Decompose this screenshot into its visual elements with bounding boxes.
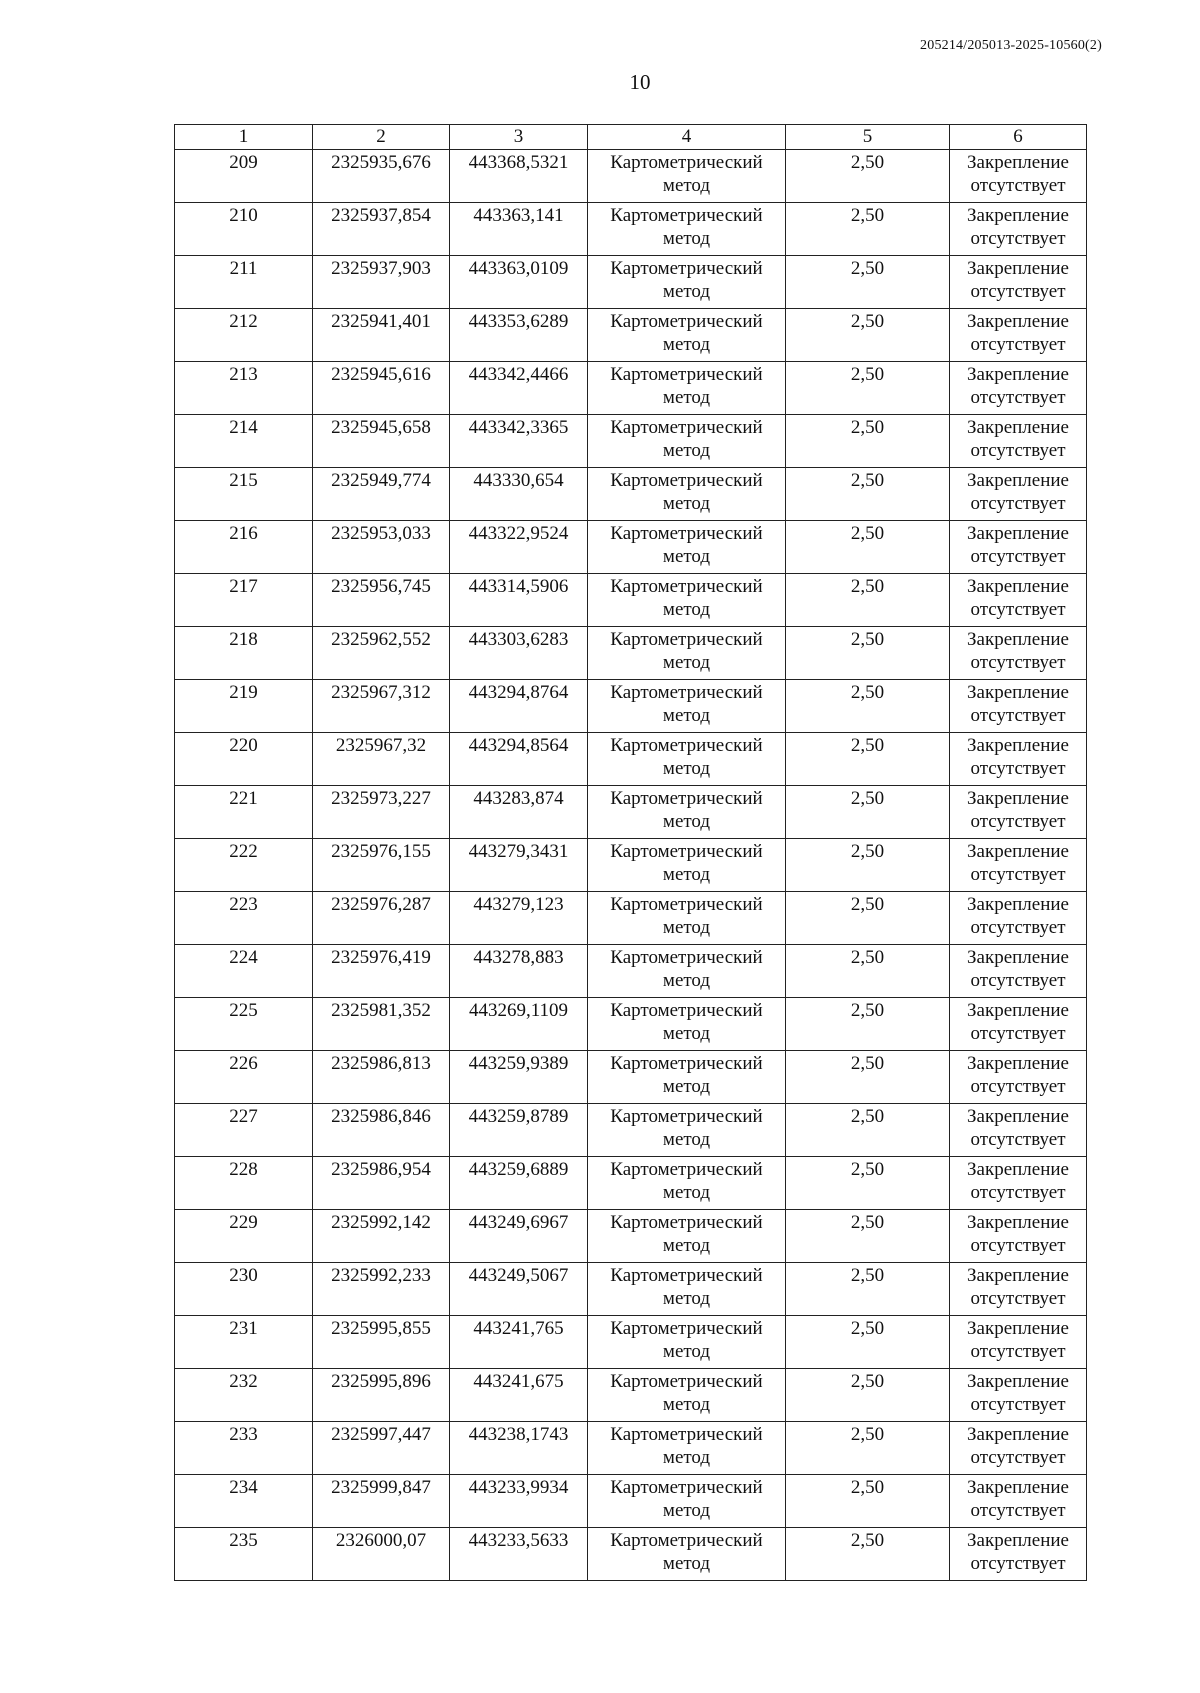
table-row (175, 415, 1087, 468)
fixing-cell: Закрепление отсутствует (950, 1263, 1087, 1316)
y-coordinate-cell: 443259,8789 (450, 1104, 588, 1157)
x-coordinate-cell: 2325967,32 (313, 733, 450, 786)
x-coordinate-cell: 2325956,745 (313, 574, 450, 627)
method-cell: Картометрический метод (588, 1528, 786, 1581)
x-coordinate-cell: 2325981,352 (313, 998, 450, 1051)
table-row (175, 1157, 1087, 1210)
table-row (175, 839, 1087, 892)
table-row (175, 1528, 1087, 1581)
y-coordinate-cell: 443314,5906 (450, 574, 588, 627)
x-coordinate-cell: 2325999,847 (313, 1475, 450, 1528)
accuracy-cell: 2,50 (786, 786, 950, 839)
header-row (175, 125, 1087, 150)
y-coordinate-cell: 443233,9934 (450, 1475, 588, 1528)
document-id: 205214/205013-2025-10560(2) (920, 38, 1102, 53)
method-cell: Картометрический метод (588, 1210, 786, 1263)
y-coordinate-cell: 443363,0109 (450, 256, 588, 309)
point-number-cell: 234 (175, 1475, 313, 1528)
accuracy-cell: 2,50 (786, 627, 950, 680)
fixing-cell: Закрепление отсутствует (950, 733, 1087, 786)
x-coordinate-cell: 2325945,658 (313, 415, 450, 468)
point-number-cell: 235 (175, 1528, 313, 1581)
y-coordinate-cell: 443278,883 (450, 945, 588, 998)
table-row (175, 786, 1087, 839)
table-row (175, 309, 1087, 362)
accuracy-cell: 2,50 (786, 1104, 950, 1157)
point-number-cell: 225 (175, 998, 313, 1051)
method-cell: Картометрический метод (588, 1369, 786, 1422)
table-row (175, 1475, 1087, 1528)
point-number-cell: 231 (175, 1316, 313, 1369)
x-coordinate-cell: 2325986,954 (313, 1157, 450, 1210)
column-header-3: 3 (450, 125, 588, 150)
fixing-cell: Закрепление отсутствует (950, 1104, 1087, 1157)
fixing-cell: Закрепление отсутствует (950, 786, 1087, 839)
x-coordinate-cell: 2325962,552 (313, 627, 450, 680)
accuracy-cell: 2,50 (786, 309, 950, 362)
table-row (175, 1210, 1087, 1263)
point-number-cell: 222 (175, 839, 313, 892)
point-number-cell: 215 (175, 468, 313, 521)
table-header (175, 125, 1087, 150)
table-row (175, 680, 1087, 733)
point-number-cell: 221 (175, 786, 313, 839)
method-cell: Картометрический метод (588, 150, 786, 203)
point-number-cell: 216 (175, 521, 313, 574)
y-coordinate-cell: 443238,1743 (450, 1422, 588, 1475)
column-header-4: 4 (588, 125, 786, 150)
y-coordinate-cell: 443368,5321 (450, 150, 588, 203)
accuracy-cell: 2,50 (786, 1369, 950, 1422)
point-number-cell: 232 (175, 1369, 313, 1422)
table-row (175, 1316, 1087, 1369)
method-cell: Картометрический метод (588, 574, 786, 627)
accuracy-cell: 2,50 (786, 945, 950, 998)
column-header-1: 1 (175, 125, 313, 150)
point-number-cell: 217 (175, 574, 313, 627)
method-cell: Картометрический метод (588, 1475, 786, 1528)
accuracy-cell: 2,50 (786, 1210, 950, 1263)
fixing-cell: Закрепление отсутствует (950, 1475, 1087, 1528)
method-cell: Картометрический метод (588, 786, 786, 839)
x-coordinate-cell: 2325949,774 (313, 468, 450, 521)
fixing-cell: Закрепление отсутствует (950, 680, 1087, 733)
y-coordinate-cell: 443241,675 (450, 1369, 588, 1422)
accuracy-cell: 2,50 (786, 1316, 950, 1369)
method-cell: Картометрический метод (588, 839, 786, 892)
y-coordinate-cell: 443249,5067 (450, 1263, 588, 1316)
fixing-cell: Закрепление отсутствует (950, 1369, 1087, 1422)
table-row (175, 256, 1087, 309)
method-cell: Картометрический метод (588, 1051, 786, 1104)
accuracy-cell: 2,50 (786, 521, 950, 574)
accuracy-cell: 2,50 (786, 574, 950, 627)
point-number-cell: 224 (175, 945, 313, 998)
accuracy-cell: 2,50 (786, 1422, 950, 1475)
method-cell: Картометрический метод (588, 415, 786, 468)
table-row (175, 468, 1087, 521)
x-coordinate-cell: 2325976,287 (313, 892, 450, 945)
point-number-cell: 230 (175, 1263, 313, 1316)
fixing-cell: Закрепление отсутствует (950, 468, 1087, 521)
page-number: 10 (629, 70, 651, 94)
accuracy-cell: 2,50 (786, 1528, 950, 1581)
column-header-2: 2 (313, 125, 450, 150)
accuracy-cell: 2,50 (786, 892, 950, 945)
table-row (175, 1369, 1087, 1422)
x-coordinate-cell: 2325986,813 (313, 1051, 450, 1104)
y-coordinate-cell: 443363,141 (450, 203, 588, 256)
point-number-cell: 213 (175, 362, 313, 415)
y-coordinate-cell: 443322,9524 (450, 521, 588, 574)
y-coordinate-cell: 443294,8764 (450, 680, 588, 733)
point-number-cell: 228 (175, 1157, 313, 1210)
accuracy-cell: 2,50 (786, 362, 950, 415)
column-header-6: 6 (950, 125, 1087, 150)
table-row (175, 203, 1087, 256)
method-cell: Картометрический метод (588, 627, 786, 680)
y-coordinate-cell: 443259,6889 (450, 1157, 588, 1210)
table-row (175, 945, 1087, 998)
accuracy-cell: 2,50 (786, 415, 950, 468)
x-coordinate-cell: 2325973,227 (313, 786, 450, 839)
fixing-cell: Закрепление отсутствует (950, 362, 1087, 415)
method-cell: Картометрический метод (588, 362, 786, 415)
x-coordinate-cell: 2325995,896 (313, 1369, 450, 1422)
method-cell: Картометрический метод (588, 892, 786, 945)
y-coordinate-cell: 443283,874 (450, 786, 588, 839)
point-number-cell: 226 (175, 1051, 313, 1104)
y-coordinate-cell: 443303,6283 (450, 627, 588, 680)
fixing-cell: Закрепление отсутствует (950, 1422, 1087, 1475)
table-row (175, 521, 1087, 574)
y-coordinate-cell: 443294,8564 (450, 733, 588, 786)
fixing-cell: Закрепление отсутствует (950, 1157, 1087, 1210)
accuracy-cell: 2,50 (786, 733, 950, 786)
table-row (175, 362, 1087, 415)
method-cell: Картометрический метод (588, 1104, 786, 1157)
table-row (175, 998, 1087, 1051)
fixing-cell: Закрепление отсутствует (950, 309, 1087, 362)
table-row (175, 1104, 1087, 1157)
method-cell: Картометрический метод (588, 1422, 786, 1475)
x-coordinate-cell: 2326000,07 (313, 1528, 450, 1581)
method-cell: Картометрический метод (588, 309, 786, 362)
accuracy-cell: 2,50 (786, 1263, 950, 1316)
accuracy-cell: 2,50 (786, 839, 950, 892)
fixing-cell: Закрепление отсутствует (950, 203, 1087, 256)
fixing-cell: Закрепление отсутствует (950, 415, 1087, 468)
point-number-cell: 210 (175, 203, 313, 256)
point-number-cell: 229 (175, 1210, 313, 1263)
accuracy-cell: 2,50 (786, 150, 950, 203)
y-coordinate-cell: 443330,654 (450, 468, 588, 521)
x-coordinate-cell: 2325976,155 (313, 839, 450, 892)
point-number-cell: 218 (175, 627, 313, 680)
fixing-cell: Закрепление отсутствует (950, 150, 1087, 203)
y-coordinate-cell: 443259,9389 (450, 1051, 588, 1104)
point-number-cell: 233 (175, 1422, 313, 1475)
accuracy-cell: 2,50 (786, 998, 950, 1051)
y-coordinate-cell: 443342,4466 (450, 362, 588, 415)
x-coordinate-cell: 2325995,855 (313, 1316, 450, 1369)
y-coordinate-cell: 443233,5633 (450, 1528, 588, 1581)
accuracy-cell: 2,50 (786, 468, 950, 521)
point-number-cell: 209 (175, 150, 313, 203)
table-body (175, 150, 1087, 1581)
method-cell: Картометрический метод (588, 468, 786, 521)
accuracy-cell: 2,50 (786, 203, 950, 256)
accuracy-cell: 2,50 (786, 256, 950, 309)
fixing-cell: Закрепление отсутствует (950, 998, 1087, 1051)
y-coordinate-cell: 443241,765 (450, 1316, 588, 1369)
point-number-cell: 220 (175, 733, 313, 786)
fixing-cell: Закрепление отсутствует (950, 1210, 1087, 1263)
y-coordinate-cell: 443279,3431 (450, 839, 588, 892)
y-coordinate-cell: 443269,1109 (450, 998, 588, 1051)
fixing-cell: Закрепление отсутствует (950, 892, 1087, 945)
fixing-cell: Закрепление отсутствует (950, 1528, 1087, 1581)
x-coordinate-cell: 2325937,854 (313, 203, 450, 256)
point-number-cell: 211 (175, 256, 313, 309)
y-coordinate-cell: 443353,6289 (450, 309, 588, 362)
x-coordinate-cell: 2325967,312 (313, 680, 450, 733)
x-coordinate-cell: 2325935,676 (313, 150, 450, 203)
fixing-cell: Закрепление отсутствует (950, 521, 1087, 574)
table-row (175, 1263, 1087, 1316)
point-number-cell: 227 (175, 1104, 313, 1157)
x-coordinate-cell: 2325937,903 (313, 256, 450, 309)
point-number-cell: 219 (175, 680, 313, 733)
x-coordinate-cell: 2325986,846 (313, 1104, 450, 1157)
method-cell: Картометрический метод (588, 521, 786, 574)
method-cell: Картометрический метод (588, 998, 786, 1051)
method-cell: Картометрический метод (588, 945, 786, 998)
method-cell: Картометрический метод (588, 1157, 786, 1210)
x-coordinate-cell: 2325997,447 (313, 1422, 450, 1475)
fixing-cell: Закрепление отсутствует (950, 839, 1087, 892)
x-coordinate-cell: 2325945,616 (313, 362, 450, 415)
point-number-cell: 223 (175, 892, 313, 945)
accuracy-cell: 2,50 (786, 680, 950, 733)
y-coordinate-cell: 443342,3365 (450, 415, 588, 468)
method-cell: Картометрический метод (588, 1316, 786, 1369)
table-row (175, 150, 1087, 203)
coordinates-table (174, 124, 1087, 1581)
table-row (175, 733, 1087, 786)
table-row (175, 1051, 1087, 1104)
table-row (175, 574, 1087, 627)
table-row (175, 1422, 1087, 1475)
x-coordinate-cell: 2325953,033 (313, 521, 450, 574)
point-number-cell: 214 (175, 415, 313, 468)
x-coordinate-cell: 2325992,233 (313, 1263, 450, 1316)
accuracy-cell: 2,50 (786, 1475, 950, 1528)
accuracy-cell: 2,50 (786, 1051, 950, 1104)
column-header-5: 5 (786, 125, 950, 150)
fixing-cell: Закрепление отсутствует (950, 945, 1087, 998)
fixing-cell: Закрепление отсутствует (950, 1051, 1087, 1104)
x-coordinate-cell: 2325941,401 (313, 309, 450, 362)
fixing-cell: Закрепление отсутствует (950, 574, 1087, 627)
table-row (175, 627, 1087, 680)
y-coordinate-cell: 443279,123 (450, 892, 588, 945)
method-cell: Картометрический метод (588, 733, 786, 786)
fixing-cell: Закрепление отсутствует (950, 1316, 1087, 1369)
accuracy-cell: 2,50 (786, 1157, 950, 1210)
method-cell: Картометрический метод (588, 1263, 786, 1316)
y-coordinate-cell: 443249,6967 (450, 1210, 588, 1263)
method-cell: Картометрический метод (588, 256, 786, 309)
table-row (175, 892, 1087, 945)
fixing-cell: Закрепление отсутствует (950, 627, 1087, 680)
x-coordinate-cell: 2325992,142 (313, 1210, 450, 1263)
method-cell: Картометрический метод (588, 203, 786, 256)
x-coordinate-cell: 2325976,419 (313, 945, 450, 998)
fixing-cell: Закрепление отсутствует (950, 256, 1087, 309)
point-number-cell: 212 (175, 309, 313, 362)
method-cell: Картометрический метод (588, 680, 786, 733)
